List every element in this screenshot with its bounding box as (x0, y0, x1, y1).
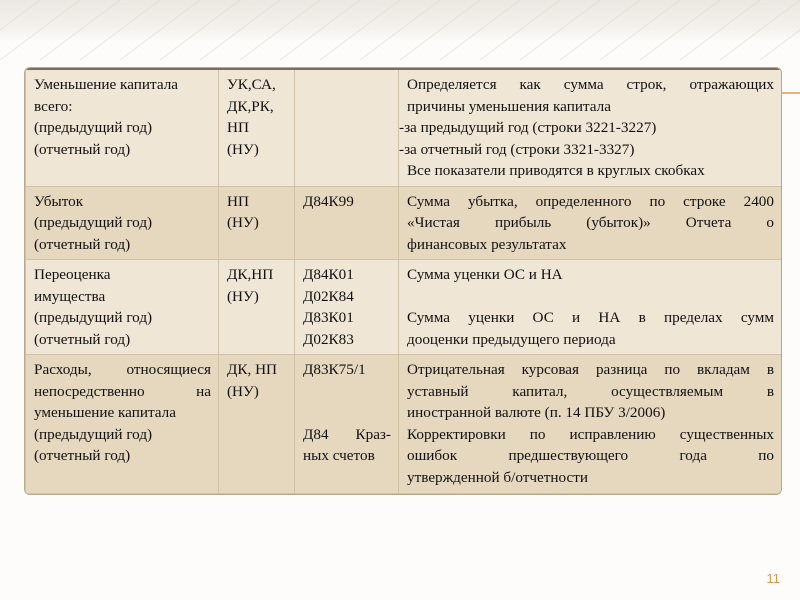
page-number: 11 (766, 571, 780, 586)
accounts-cell: УК,СА, ДК,РК, НП (НУ) (219, 69, 295, 186)
entries-cell: Д83К75/1 Д84 Краз- ных счетов (295, 355, 399, 494)
entries-cell (295, 69, 399, 186)
accounts-cell: ДК, НП (НУ) (219, 355, 295, 494)
table-row (26, 186, 782, 260)
accounts-cell: НП (НУ) (219, 186, 295, 260)
description-cell: Сумма уценки ОС и НА Сумма уценки ОС и НА в пределах сумм дооценки предыдущего периода (399, 260, 782, 355)
description-cell: Отрицательная курсовая разница по вкладам в уставный капитал, осуществляемым в иностранной валюте (п. 14 ПБУ 3/2006) Корректировки по исправлению существенных ошибок предшествующего года по утвержденной б/отчетности (399, 355, 782, 494)
description-cell: Определяется как сумма строк, отражающих причины уменьшения капитала -за предыдущий год (строки 3221-3227) -за отчетный год (строки 3321-3327) Все показатели приводятся в круглых скобках (399, 69, 782, 186)
table-row (26, 355, 782, 494)
decorative-diagonal-lines (0, 0, 800, 60)
accounts-cell: ДК,НП (НУ) (219, 260, 295, 355)
entries-cell: Д84К01 Д02К84 Д83К01 Д02К83 (295, 260, 399, 355)
indicator-cell: Убыток (предыдущий год) (отчетный год) (26, 186, 219, 260)
entries-cell: Д84К99 (295, 186, 399, 260)
table-row (26, 260, 782, 355)
capital-table (25, 68, 781, 494)
indicator-cell: Расходы, относящиеся непосредственно на уменьшение капитала (предыдущий год) (отчетный год) (26, 355, 219, 494)
indicator-cell: Уменьшение капитала всего: (предыдущий год) (отчетный год) (26, 69, 219, 186)
description-cell: Сумма убытка, определенного по строке 2400 «Чистая прибыль (убыток)» Отчета о финансовых результатах (399, 186, 782, 260)
bullet-item: -за отчетный год (строки 3321-3327) (399, 140, 635, 158)
table-row (26, 69, 782, 186)
indicator-cell: Переоценка имущества (предыдущий год) (отчетный год) (26, 260, 219, 355)
bullet-item: -за предыдущий год (строки 3221-3227) (399, 119, 657, 136)
